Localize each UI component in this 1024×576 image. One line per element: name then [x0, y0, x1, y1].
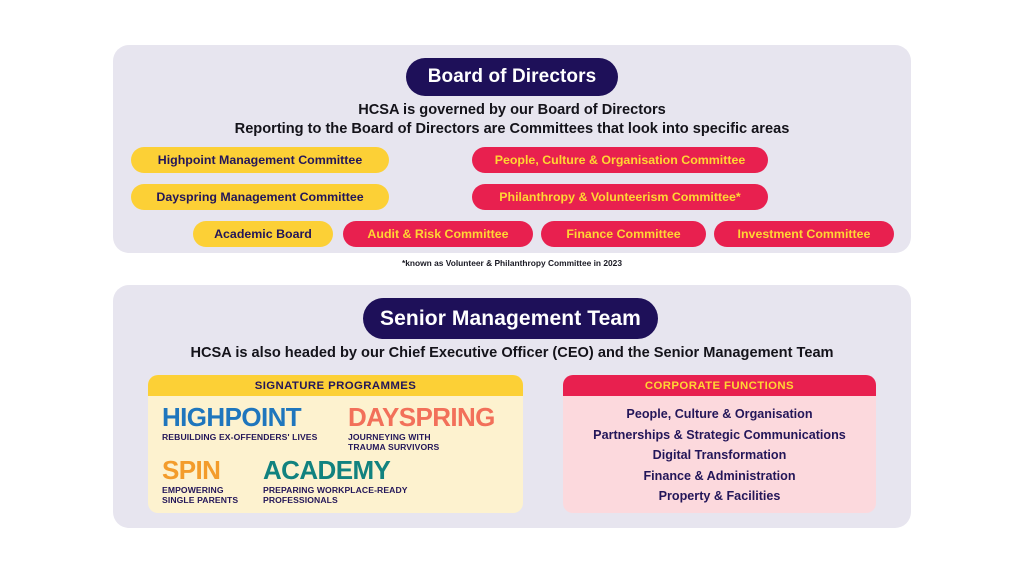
- corporate-function-item: Digital Transformation: [652, 448, 787, 462]
- board-of-directors-panel: [113, 45, 911, 253]
- programme-academy-subtitle-line-1: PREPARING WORKPLACE-READY: [263, 485, 408, 495]
- programme-academy[interactable]: [263, 457, 408, 505]
- board-of-directors-badge: Board of Directors: [406, 58, 618, 96]
- programme-spin-subtitle-line-1: EMPOWERING: [162, 485, 224, 495]
- programme-highpoint-subtitle-line-1: REBUILDING EX-OFFENDERS' LIVES: [162, 432, 318, 442]
- committee-pill-finance[interactable]: Finance Committee: [541, 221, 706, 247]
- programme-spin-subtitle-line-2: SINGLE PARENTS: [162, 495, 239, 505]
- programme-dayspring-name: DAYSPRING: [348, 402, 495, 432]
- committee-footnote: *known as Volunteer & Philanthropy Committee in 2023: [402, 258, 622, 268]
- corporate-function-item: People, Culture & Organisation: [626, 407, 813, 421]
- programme-highpoint-name: HIGHPOINT: [162, 402, 302, 432]
- programme-spin-name: SPIN: [162, 455, 221, 485]
- board-intro-line-1: HCSA is governed by our Board of Directors: [358, 102, 666, 118]
- senior-management-team-panel: [113, 285, 911, 528]
- programme-spin[interactable]: [162, 457, 238, 505]
- committee-pill-investment[interactable]: Investment Committee: [714, 221, 894, 247]
- corporate-function-item: Partnerships & Strategic Communications: [593, 427, 846, 442]
- board-intro-line-2: Reporting to the Board of Directors are Committees that look into specific areas: [234, 121, 790, 137]
- committee-pill-people-culture-organisation[interactable]: People, Culture & Organisation Committee: [472, 147, 768, 173]
- smt-intro-text: [113, 344, 911, 363]
- programme-academy-name: ACADEMY: [263, 455, 391, 485]
- signature-programmes-header: SIGNATURE PROGRAMMES: [148, 375, 523, 396]
- senior-management-team-badge: Senior Management Team: [363, 298, 658, 339]
- corporate-function-item: Property & Facilities: [658, 489, 781, 503]
- committee-pill-dayspring-management[interactable]: Dayspring Management Committee: [131, 184, 389, 210]
- programme-academy-subtitle-line-2: PROFESSIONALS: [263, 495, 338, 505]
- committee-pill-philanthropy-volunteerism[interactable]: Philanthropy & Volunteerism Committee*: [472, 184, 768, 210]
- programme-dayspring-subtitle-line-1: JOURNEYING WITH: [348, 432, 431, 442]
- committee-pill-audit-risk[interactable]: Audit & Risk Committee: [343, 221, 533, 247]
- smt-intro-line: HCSA is also headed by our Chief Executive Officer (CEO) and the Senior Management Team: [190, 345, 834, 361]
- programme-highpoint[interactable]: [162, 404, 317, 442]
- committee-pill-academic-board[interactable]: Academic Board: [193, 221, 333, 247]
- corporate-functions-card: [563, 375, 876, 513]
- corporate-function-item: Finance & Administration: [643, 468, 796, 483]
- programme-dayspring[interactable]: [348, 404, 495, 452]
- corporate-functions-header: CORPORATE FUNCTIONS: [563, 375, 876, 396]
- committee-pill-highpoint-management[interactable]: Highpoint Management Committee: [131, 147, 389, 173]
- signature-programmes-grid: [148, 396, 523, 513]
- programme-dayspring-subtitle-line-2: TRAUMA SURVIVORS: [348, 442, 440, 452]
- corporate-functions-list: [563, 396, 876, 507]
- signature-programmes-card: [148, 375, 523, 513]
- board-intro-text: [113, 101, 911, 139]
